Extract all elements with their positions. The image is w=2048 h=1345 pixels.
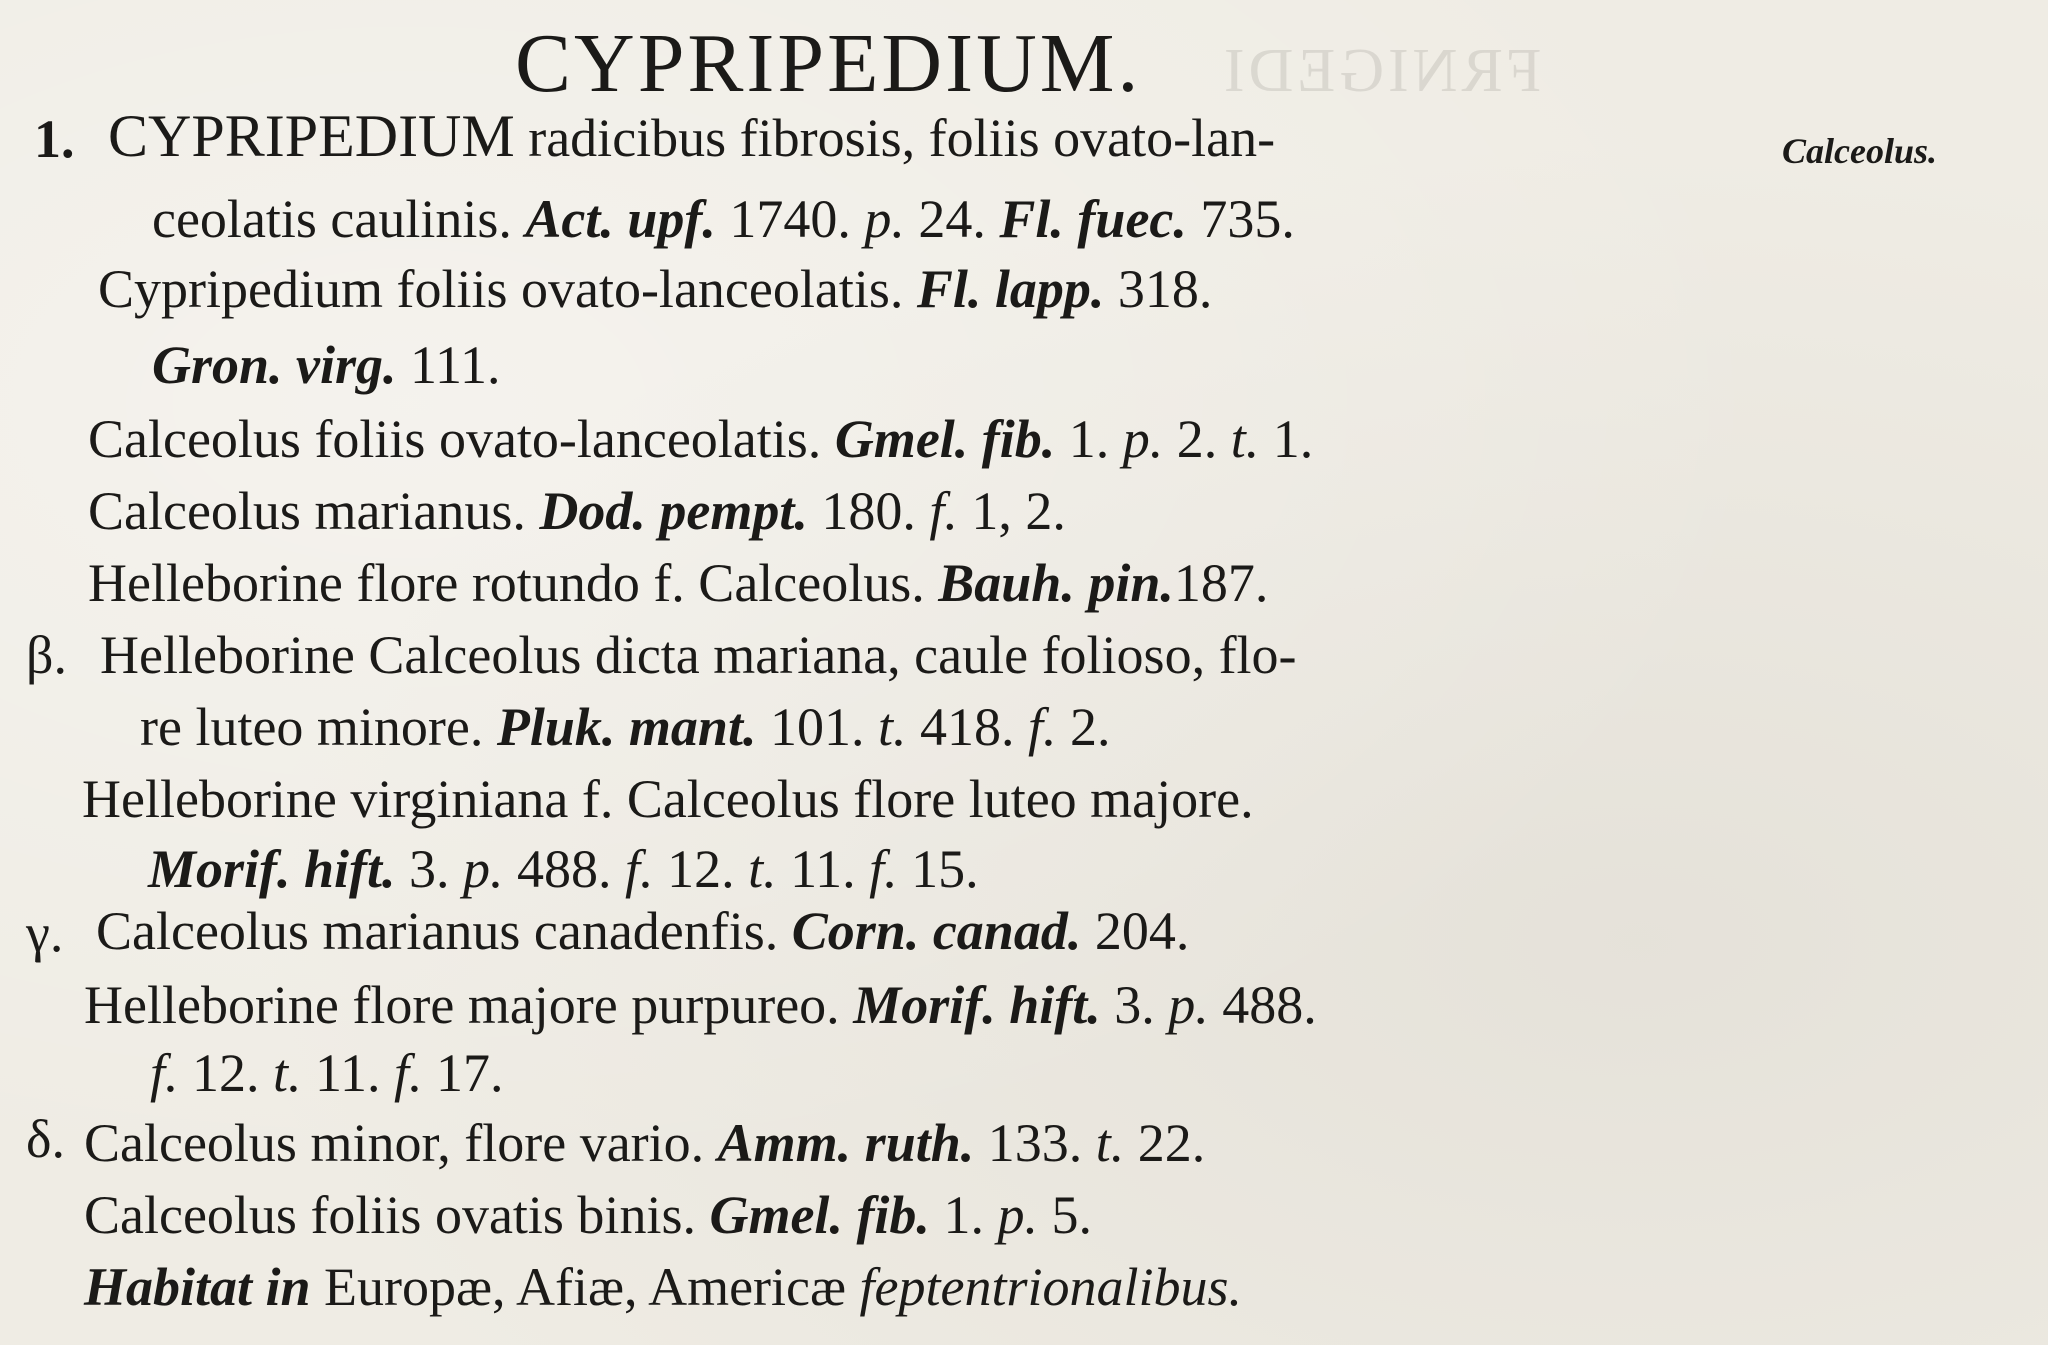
entry-line-3: [98, 259, 1213, 319]
citation-abbrev: Dod. pempt.: [539, 481, 808, 541]
citation-abbrev: p.: [1122, 409, 1164, 469]
citation-number: 318.: [1104, 259, 1213, 319]
beta-line-2: [140, 697, 1111, 757]
citation-abbrev: Morif. hift.: [853, 975, 1101, 1035]
synonym-text: Cypripedium foliis ovato-lanceolatis.: [98, 259, 917, 319]
synonym-text: Calceolus marianus.: [88, 481, 540, 541]
gamma-line-2: [84, 975, 1317, 1035]
synonym-text: Calceolus foliis ovatis binis.: [84, 1185, 710, 1245]
citation-number: 204.: [1081, 901, 1190, 961]
diagnosis-text: radicibus fibrosis, foliis ovato-lan-: [514, 108, 1276, 168]
habitat-text: feptentrionalibus.: [859, 1257, 1242, 1317]
beta-line-4: [148, 839, 979, 899]
citation-number: 5.: [1037, 1185, 1092, 1245]
citation-number: 12.: [178, 1043, 274, 1103]
habitat-line: [84, 1257, 1242, 1317]
citation-abbrev: Fl. lapp.: [916, 259, 1105, 319]
delta-line-1: [84, 1113, 1206, 1173]
margin-note: Calceolus.: [1782, 131, 1938, 171]
citation-number: 17.: [422, 1043, 504, 1103]
diagnosis-text: ceolatis caulinis.: [152, 189, 526, 249]
synonym-text: Calceolus marianus canadenfis.: [96, 901, 792, 961]
entry-line-2: [152, 189, 1295, 249]
citation-abbrev: f.: [625, 839, 654, 899]
citation-number: 488.: [1208, 975, 1317, 1035]
entry-line-1: [108, 103, 1276, 169]
citation-number: 11.: [776, 839, 870, 899]
citation-abbrev: t.: [1230, 409, 1260, 469]
citation-abbrev: f.: [150, 1043, 179, 1103]
citation-abbrev: p.: [463, 839, 504, 899]
citation-abbrev: t.: [1095, 1113, 1125, 1173]
synonym-text: re luteo minore.: [140, 697, 497, 757]
variety-marker-beta: β.: [26, 625, 67, 685]
citation-number: 22.: [1124, 1113, 1206, 1173]
synonym-text: Helleborine flore rotundo f. Calceolus.: [88, 553, 939, 613]
citation-abbrev: Gron. virg.: [152, 335, 397, 395]
entry-line-5: [88, 409, 1314, 469]
citation-abbrev: t.: [748, 839, 777, 899]
habitat-label: Habitat in: [84, 1257, 311, 1317]
variety-marker-gamma: γ.: [26, 903, 64, 963]
gamma-line-1: [96, 901, 1190, 961]
citation-number: 12.: [653, 839, 749, 899]
species-name: CYPRIPEDIUM: [108, 103, 515, 169]
citation-abbrev: Gmel. fib.: [709, 1185, 930, 1245]
citation-number: 101.: [756, 697, 878, 757]
synonym-text: Calceolus minor, flore vario.: [84, 1113, 718, 1173]
beta-line-1: [100, 625, 1297, 685]
entry-number: 1.: [34, 109, 75, 169]
gamma-line-3: [150, 1043, 504, 1103]
delta-line-2: [84, 1185, 1092, 1245]
citation-number: 488.: [503, 839, 626, 899]
entry-line-4: [152, 335, 501, 395]
citation-number: 2.: [1163, 409, 1231, 469]
citation-abbrev: f.: [869, 839, 898, 899]
citation-number: 180.: [807, 481, 930, 541]
citation-number: 1.: [929, 1185, 998, 1245]
citation-abbrev: Corn. canad.: [791, 901, 1082, 961]
citation-number: 1740.: [715, 189, 865, 249]
citation-number: 418.: [906, 697, 1028, 757]
citation-abbrev: p.: [864, 189, 905, 249]
synonym-text: Helleborine virginiana f. Calceolus flore luteo majore.: [82, 769, 1254, 829]
citation-number: 2.: [1056, 697, 1111, 757]
citation-abbrev: Act. upf.: [525, 189, 716, 249]
variety-marker-delta: δ.: [26, 1109, 65, 1169]
entry-line-7: [88, 553, 1269, 613]
citation-number: 15.: [897, 839, 979, 899]
citation-abbrev: Amm. ruth.: [717, 1113, 975, 1173]
genus-heading: CYPRIPEDIUM.: [515, 17, 1142, 110]
habitat-text: Europæ, Afiæ, Americæ: [310, 1257, 860, 1317]
citation-number: 3.: [1100, 975, 1169, 1035]
citation-number: 1.: [1259, 409, 1314, 469]
citation-number: 735.: [1186, 189, 1295, 249]
citation-number: 11.: [301, 1043, 395, 1103]
citation-abbrev: p.: [1168, 975, 1209, 1035]
citation-abbrev: Gmel. fib.: [834, 409, 1056, 469]
entry-line-6: [88, 481, 1066, 541]
citation-abbrev: f.: [394, 1043, 423, 1103]
citation-abbrev: t.: [273, 1043, 302, 1103]
citation-number: 3.: [395, 839, 464, 899]
citation-abbrev: p.: [997, 1185, 1038, 1245]
beta-line-3: [82, 769, 1254, 829]
citation-number: 111.: [396, 335, 501, 395]
citation-number: 1.: [1055, 409, 1123, 469]
synonym-text: Helleborine flore majore purpureo.: [84, 975, 854, 1035]
citation-number: 187.: [1173, 553, 1269, 613]
citation-abbrev: f.: [929, 481, 958, 541]
citation-number: 24.: [904, 189, 1000, 249]
citation-number: 133.: [974, 1113, 1096, 1173]
synonym-text: Calceolus foliis ovato-lanceolatis.: [88, 409, 835, 469]
citation-abbrev: Pluk. mant.: [496, 697, 757, 757]
citation-abbrev: Morif. hift.: [148, 839, 396, 899]
citation-abbrev: f.: [1027, 697, 1057, 757]
citation-number: 1, 2.: [957, 481, 1066, 541]
citation-abbrev: Fl. fuec.: [999, 189, 1187, 249]
show-through-text: FRNIGEDI: [1220, 37, 1542, 105]
synonym-text: Helleborine Calceolus dicta mariana, caule folioso, flo-: [100, 625, 1297, 685]
citation-abbrev: t.: [877, 697, 907, 757]
citation-abbrev: Bauh. pin.: [938, 553, 1174, 613]
